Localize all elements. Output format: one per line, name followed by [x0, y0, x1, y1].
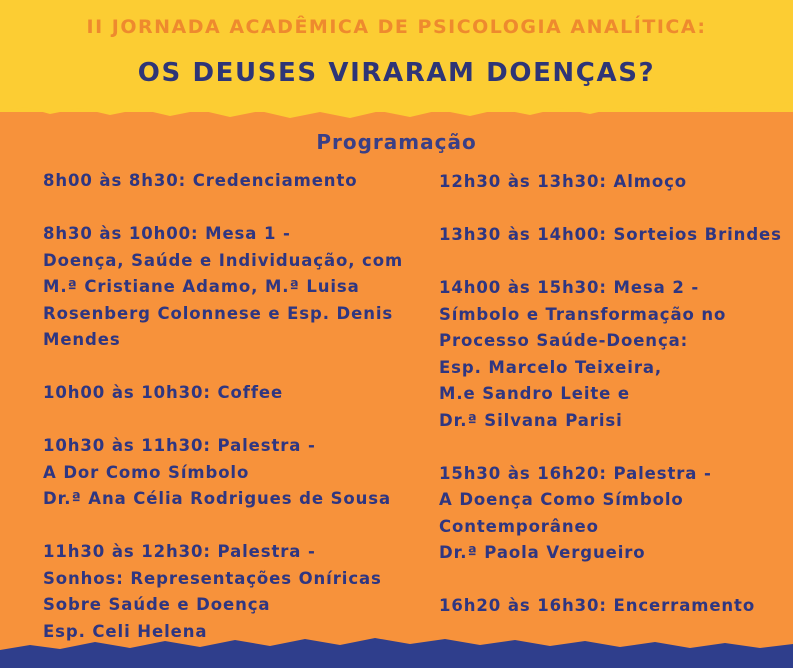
schedule-detail: Esp. Marcelo Teixeira, — [439, 357, 663, 377]
event-subtitle: II JORNADA ACADÊMICA DE PSICOLOGIA ANALÍTICA: — [86, 16, 707, 38]
schedule-detail: M.ª Cristiane Adamo, M.ª Luisa — [43, 277, 360, 296]
schedule-time: 8h00 às 8h30: Credenciamento — [43, 171, 358, 190]
schedule-item — [439, 461, 784, 567]
schedule-right-column — [439, 169, 784, 646]
schedule-time: 10h30 às 11h30: Palestra - — [43, 436, 316, 455]
schedule-detail: M.e Sandro Leite e — [439, 384, 630, 403]
schedule-time: 11h30 às 12h30: Palestra - — [43, 542, 316, 561]
schedule-item — [439, 275, 784, 434]
schedule-detail: Sonhos: Representações Oníricas — [43, 568, 382, 588]
schedule-item — [43, 539, 413, 645]
schedule-detail: A Dor Como Símbolo — [43, 462, 250, 482]
schedule-detail: Dr.ª Paola Vergueiro — [439, 543, 646, 562]
schedule-item — [43, 168, 413, 195]
schedule-item — [43, 221, 413, 354]
schedule-detail: Símbolo e Transformação no — [439, 304, 727, 324]
schedule-item — [439, 222, 784, 249]
event-title: OS DEUSES VIRARAM DOENÇAS? — [137, 58, 656, 88]
banner-torn-edge — [0, 96, 793, 130]
schedule-time: 13h30 às 14h00: Sorteios Brindes — [439, 225, 782, 244]
schedule-detail: Esp. Celi Helena — [43, 621, 208, 641]
schedule-left-column — [43, 168, 413, 668]
schedule-time: 8h30 às 10h00: Mesa 1 - — [43, 224, 291, 243]
schedule-detail: Sobre Saúde e Doença — [43, 595, 271, 614]
schedule-detail: Contemporâneo — [439, 516, 599, 536]
schedule-item — [439, 593, 784, 620]
schedule-time: 10h00 às 10h30: Coffee — [43, 383, 284, 402]
footer-torn-edge — [0, 636, 793, 668]
schedule-item — [43, 380, 413, 407]
schedule-detail: Dr.ª Ana Célia Rodrigues de Sousa — [43, 489, 392, 508]
schedule-time: 12h30 às 13h30: Almoço — [439, 172, 687, 191]
schedule-time: 14h00 às 15h30: Mesa 2 - — [439, 278, 700, 297]
schedule-time: 16h20 às 16h30: Encerramento — [439, 596, 756, 615]
schedule-detail: Rosenberg Colonnese e Esp. Denis — [43, 303, 394, 323]
schedule-detail: Dr.ª Silvana Parisi — [439, 410, 623, 430]
schedule-item — [43, 433, 413, 513]
schedule-detail: A Doença Como Símbolo — [439, 490, 684, 509]
schedule-detail: Doença, Saúde e Individuação, com — [43, 250, 404, 270]
schedule-time: 15h30 às 16h20: Palestra - — [439, 463, 712, 483]
program-heading: Programação — [316, 130, 477, 154]
schedule-detail: Processo Saúde-Doença: — [439, 331, 689, 350]
schedule-detail: Mendes — [43, 330, 121, 349]
schedule-item — [439, 169, 784, 196]
